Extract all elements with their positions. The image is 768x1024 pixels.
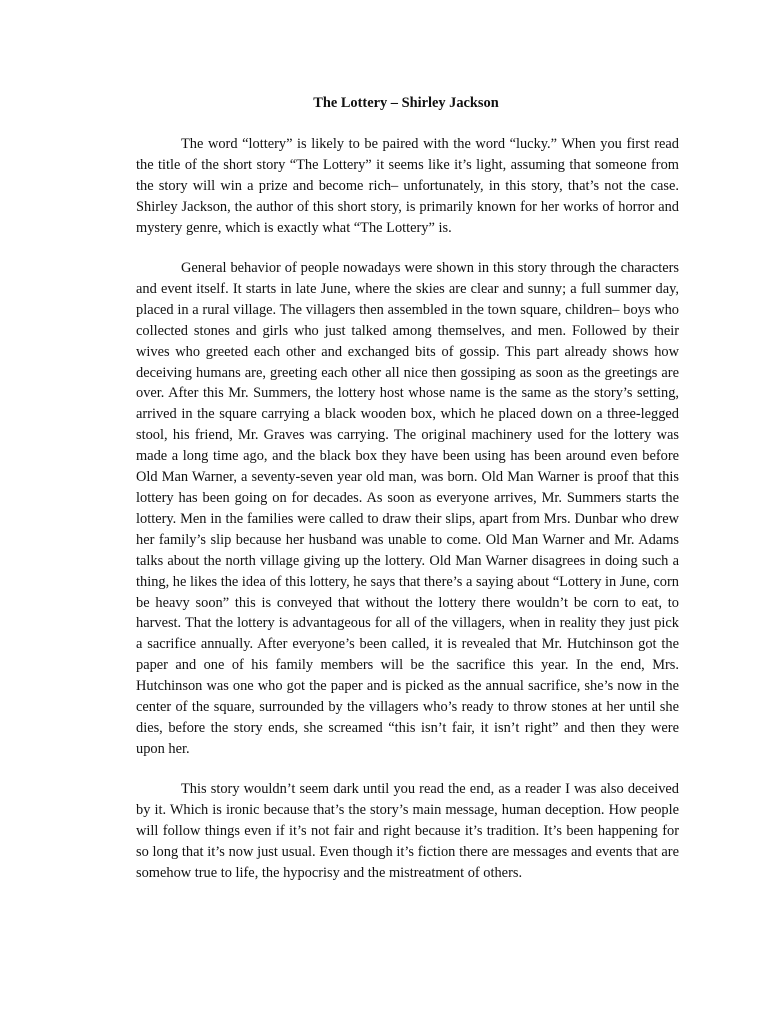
paragraph-summary: General behavior of people nowadays were shown in this story through the characters and event itself. It starts in late June, where the skies are clear and sunny; a full summer day, placed in a rural village. The villagers then assembled in the town square, children– boys who collected stones and girls who just talked among themselves, and men. Followed by their wives who greeted each other and exchanged bits of gossip. This part already shows how deceiving humans are, greeting each other all nice then gossiping as soon as the greetings are over. After this Mr. Summers, the lottery host whose name is the same as the story’s setting, arrived in the square carrying a black wooden box, which he placed down on a three-legged stool, his friend, Mr. Graves was carrying. The original machinery used for the lottery was made a long time ago, and the black box they have been using has been around even before Old Man Warner, a seventy-seven year old man, was born. Old Man Warner is proof that this lottery has been going on for decades. As soon as everyone arrives, Mr. Summers starts the lottery. Men in the families were called to draw their slips, apart from Mrs. Dunbar who drew her family’s slip because her husband was unable to come. Old Man Warner and Mr. Adams talks about the north village giving up the lottery. Old Man Warner disagrees in doing such a thing, he likes the idea of this lottery, he says that there’s a saying about “Lottery in June, corn be heavy soon” this is conveyed that without the lottery there wouldn’t be corn to eat, to harvest. That the lottery is advantageous for all of the villagers, when in reality they just pick a sacrifice annually. After everyone’s been called, it is revealed that Mr. Hutchinson got the paper and one of his family members will be the sacrifice this year. In the end, Mrs. Hutchinson was one who got the paper and is picked as the annual sacrifice, she’s now in the center of the square, surrounded by the villagers who’s ready to throw stones at her until she dies, before the story ends, she screamed “this isn’t fair, it isn’t right” and then they were upon her. bbox=[136, 260, 679, 757]
document-title: The Lottery – Shirley Jackson bbox=[313, 95, 499, 111]
paragraph-intro: The word “lottery” is likely to be paired with the word “lucky.” When you first read the title of the short story “The Lottery” it seems like it’s light, assuming that someone from the story will win a prize and become rich– unfortunately, in this story, that’s not the case. Shirley Jackson, the author of this short story, is primarily known for her works of horror and mystery genre, which is exactly what “The Lottery” is. bbox=[136, 136, 679, 236]
paragraph-conclusion: This story wouldn’t seem dark until you read the end, as a reader I was also deceived by it. Which is ironic because that’s the story’s main message, human deception. How people will follow things even if it’s not fair and right because it’s tradition. It’s been happening for so long that it’s now just usual. Even though it’s fiction there are messages and events that are somehow true to life, the hypocrisy and the mistreatment of others. bbox=[136, 781, 679, 881]
document-body bbox=[136, 134, 679, 903]
